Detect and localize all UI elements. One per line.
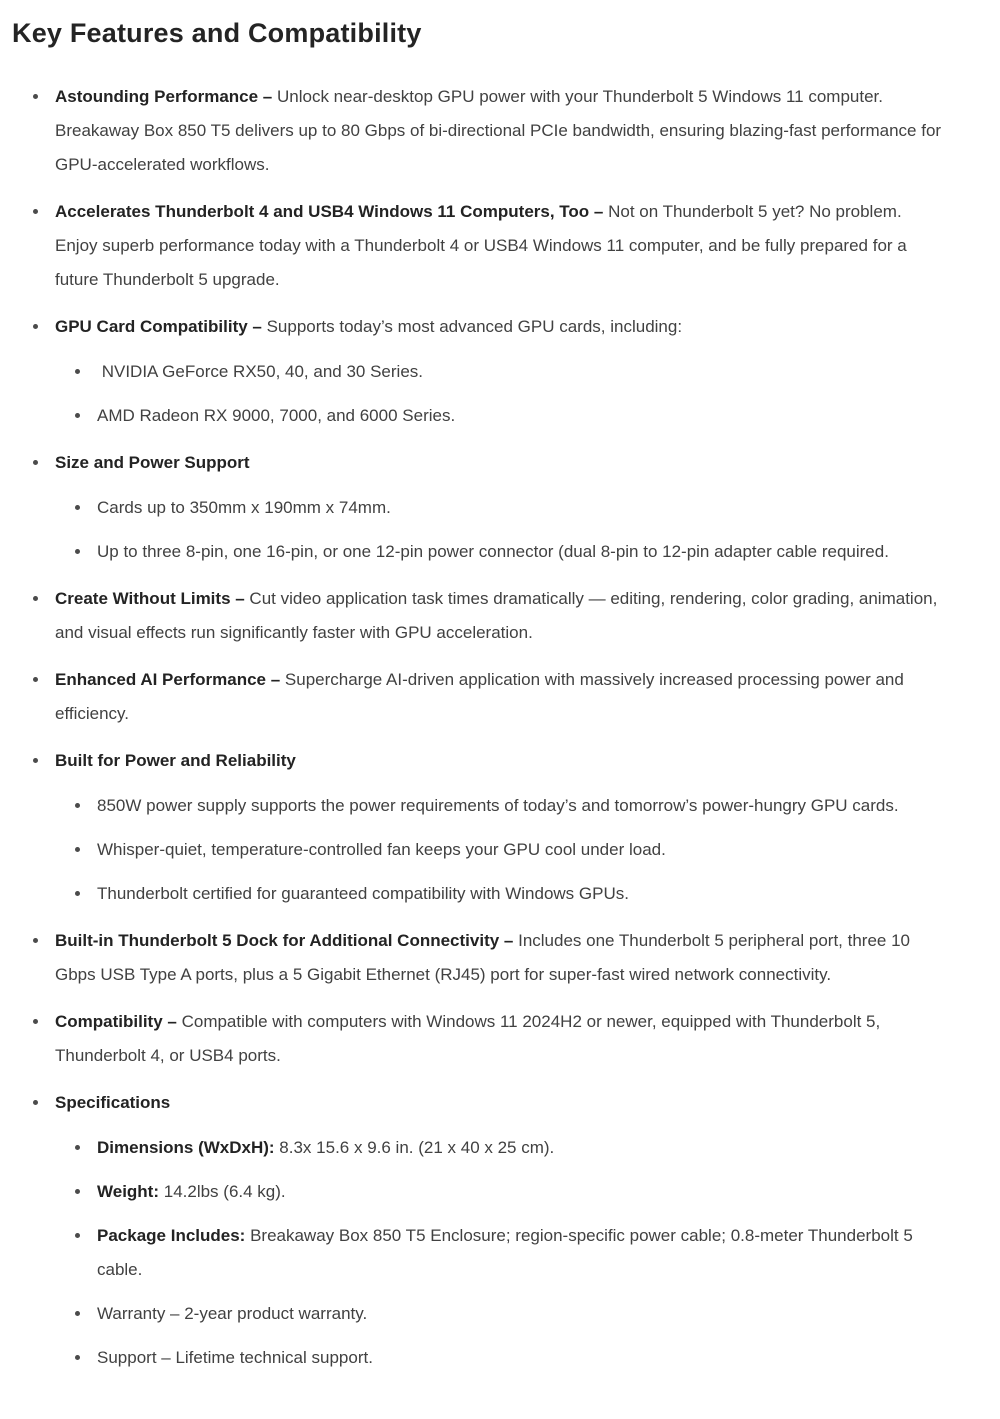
feature-text: Supercharge AI-driven application with massively increased processing power and efficiency. — [55, 670, 904, 723]
feature-item — [55, 310, 942, 433]
feature-item — [55, 924, 942, 992]
feature-item — [55, 80, 942, 182]
feature-label: Dimensions (WxDxH): — [97, 1138, 275, 1157]
feature-sub-item — [97, 399, 942, 433]
feature-text: Unlock near-desktop GPU power with your Thunderbolt 5 Windows 11 computer. Breakaway Box 850 T5 delivers up to 80 Gbps of bi-directional PCIe bandwidth, ensuring blazing-fast performance for GPU-accelerated workflows. — [55, 87, 942, 174]
feature-sub-item — [97, 535, 942, 569]
feature-sub-item — [97, 1175, 942, 1209]
feature-sub-list — [55, 355, 942, 433]
feature-label: Accelerates Thunderbolt 4 and USB4 Windows 11 Computers, Too – — [55, 202, 604, 221]
feature-text: Includes one Thunderbolt 5 peripheral port, three 10 Gbps USB Type A ports, plus a 5 Gigabit Ethernet (RJ45) port for super-fast wired network connectivity. — [55, 931, 910, 984]
feature-text: NVIDIA GeForce RX50, 40, and 30 Series. — [97, 362, 423, 381]
feature-item — [55, 744, 942, 911]
feature-label: Built for Power and Reliability — [55, 751, 296, 770]
feature-sub-item — [97, 355, 942, 389]
feature-item — [55, 1005, 942, 1073]
feature-text: Whisper-quiet, temperature-controlled fan keeps your GPU cool under load. — [97, 840, 666, 859]
feature-text: Supports today’s most advanced GPU cards, including: — [261, 317, 683, 336]
feature-label: Create Without Limits – — [55, 589, 245, 608]
feature-text: Not on Thunderbolt 5 yet? No problem. Enjoy superb performance today with a Thunderbolt 4 or USB4 Windows 11 computer, and be fully prepared for a future Thunderbolt 5 upgrade. — [55, 202, 907, 289]
feature-label: Package Includes: — [97, 1226, 246, 1245]
feature-sub-list — [55, 789, 942, 911]
feature-sub-item — [97, 1341, 942, 1375]
feature-text: Breakaway Box 850 T5 Enclosure; region-specific power cable; 0.8-meter Thunderbolt 5 cable. — [97, 1226, 913, 1279]
feature-sub-item — [97, 877, 942, 911]
feature-sub-item — [97, 1131, 942, 1165]
feature-text: Compatible with computers with Windows 11 2024H2 or newer, equipped with Thunderbolt 5, Thunderbolt 4, or USB4 ports. — [55, 1012, 881, 1065]
feature-sub-item — [97, 1219, 942, 1287]
feature-label: Astounding Performance – — [55, 87, 273, 106]
feature-label: GPU Card Compatibility – — [55, 317, 262, 336]
page-title: Key Features and Compatibility — [12, 18, 422, 48]
feature-sub-item — [97, 789, 942, 823]
feature-label: Weight: — [97, 1182, 160, 1201]
feature-item — [55, 1086, 942, 1375]
feature-text: Up to three 8-pin, one 16-pin, or one 12-pin power connector (dual 8-pin to 12-pin adapter cable required. — [97, 542, 889, 561]
feature-text: 8.3x 15.6 x 9.6 in. (21 x 40 x 25 cm). — [274, 1138, 555, 1157]
feature-text: 850W power supply supports the power requirements of today’s and tomorrow’s power-hungry GPU cards. — [97, 796, 899, 815]
feature-sub-list — [55, 491, 942, 569]
feature-sub-item — [97, 1297, 942, 1331]
feature-item — [55, 446, 942, 569]
feature-item — [55, 582, 942, 650]
feature-text: 14.2lbs (6.4 kg). — [159, 1182, 286, 1201]
feature-label: Specifications — [55, 1093, 171, 1112]
feature-sub-item — [97, 833, 942, 867]
feature-text: Cut video application task times dramatically — editing, rendering, color grading, animation, and visual effects run significantly faster with GPU acceleration. — [55, 589, 938, 642]
feature-label: Enhanced AI Performance – — [55, 670, 281, 689]
feature-text: Thunderbolt certified for guaranteed compatibility with Windows GPUs. — [97, 884, 629, 903]
feature-label: Size and Power Support — [55, 453, 250, 472]
feature-item — [55, 195, 942, 297]
feature-text: Cards up to 350mm x 190mm x 74mm. — [97, 498, 391, 517]
feature-label: Compatibility – — [55, 1012, 177, 1031]
feature-sub-item — [97, 491, 942, 525]
feature-text: Warranty – 2-year product warranty. — [97, 1304, 368, 1323]
feature-text: Support – Lifetime technical support. — [97, 1348, 373, 1367]
feature-item — [55, 663, 942, 731]
features-list — [12, 80, 942, 1375]
feature-sub-list — [55, 1131, 942, 1375]
feature-text: AMD Radeon RX 9000, 7000, and 6000 Series. — [97, 406, 456, 425]
feature-label: Built-in Thunderbolt 5 Dock for Additional Connectivity – — [55, 931, 514, 950]
